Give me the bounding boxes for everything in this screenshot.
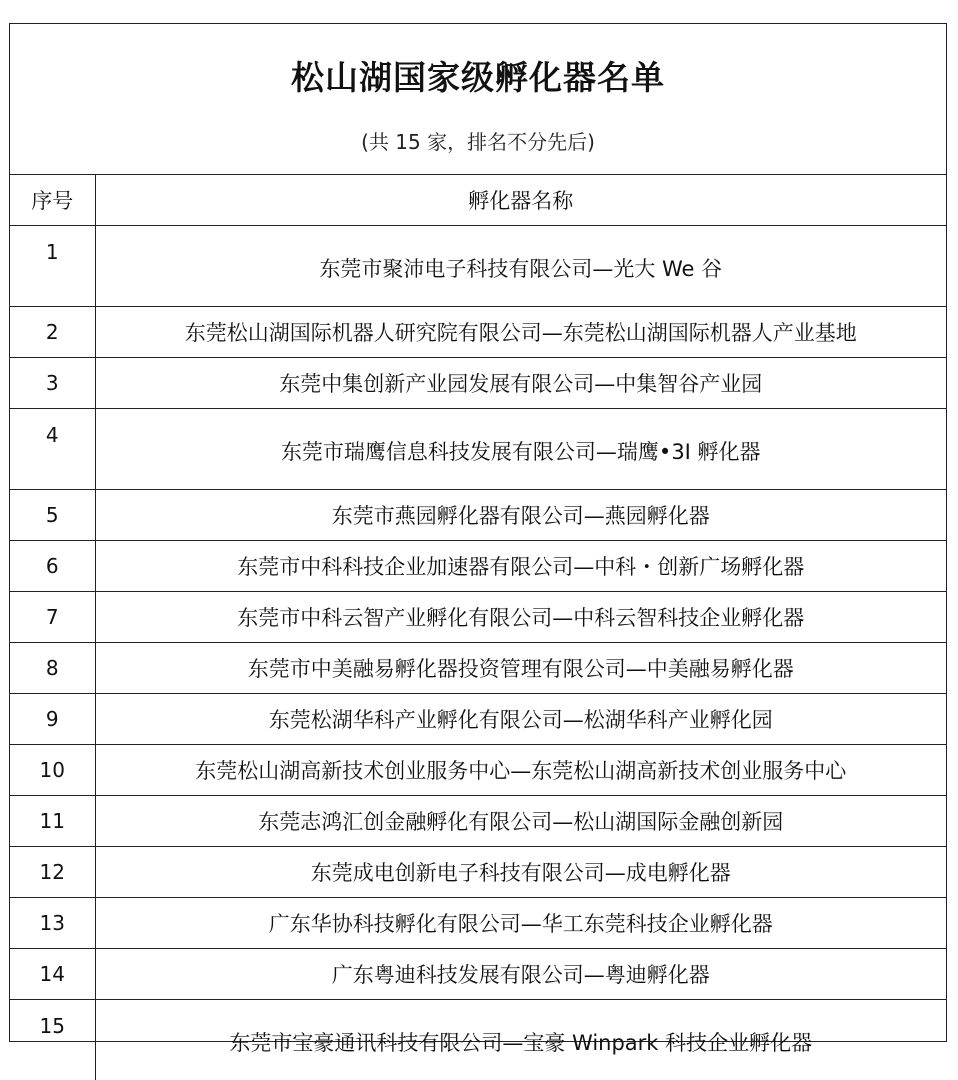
header-serial-number: 序号 [10, 175, 95, 226]
incubator-name: 东莞松山湖国际机器人研究院有限公司—东莞松山湖国际机器人产业基地 [95, 307, 946, 358]
table-row [10, 745, 946, 796]
table-row [10, 847, 946, 898]
incubator-name: 东莞志鸿汇创金融孵化有限公司—松山湖国际金融创新园 [95, 796, 946, 847]
table-row [10, 226, 946, 307]
incubator-name: 东莞市瑞鹰信息科技发展有限公司—瑞鹰•3I 孵化器 [95, 409, 946, 490]
table-row [10, 592, 946, 643]
row-number: 10 [10, 745, 95, 796]
incubator-name: 东莞市中美融易孵化器投资管理有限公司—中美融易孵化器 [95, 643, 946, 694]
incubator-name: 东莞市聚沛电子科技有限公司—光大 We 谷 [95, 226, 946, 307]
incubator-name: 东莞松山湖高新技术创业服务中心—东莞松山湖高新技术创业服务中心 [95, 745, 946, 796]
row-number: 9 [10, 694, 95, 745]
document-header [10, 24, 946, 175]
incubator-name: 东莞市中科科技企业加速器有限公司—中科・创新广场孵化器 [95, 541, 946, 592]
incubator-table [10, 175, 946, 1080]
incubator-name: 广东粤迪科技发展有限公司—粤迪孵化器 [95, 949, 946, 1000]
incubator-name: 广东华协科技孵化有限公司—华工东莞科技企业孵化器 [95, 898, 946, 949]
row-number: 5 [10, 490, 95, 541]
row-number: 1 [10, 226, 95, 307]
table-row [10, 949, 946, 1000]
row-number: 7 [10, 592, 95, 643]
incubator-name: 东莞成电创新电子科技有限公司—成电孵化器 [95, 847, 946, 898]
table-header-row [10, 175, 946, 226]
row-number: 13 [10, 898, 95, 949]
header-incubator-name: 孵化器名称 [95, 175, 946, 226]
table-row [10, 694, 946, 745]
incubator-list-document [9, 23, 947, 1042]
incubator-name: 东莞市宝豪通讯科技有限公司—宝豪 Winpark 科技企业孵化器 [95, 1000, 946, 1080]
table-row [10, 307, 946, 358]
page-subtitle: (共 15 家，排名不分先后) [10, 126, 946, 155]
row-number: 15 [10, 1000, 95, 1080]
row-number: 2 [10, 307, 95, 358]
table-row [10, 490, 946, 541]
table-row [10, 796, 946, 847]
incubator-name: 东莞松湖华科产业孵化有限公司—松湖华科产业孵化园 [95, 694, 946, 745]
incubator-name: 东莞中集创新产业园发展有限公司—中集智谷产业园 [95, 358, 946, 409]
row-number: 8 [10, 643, 95, 694]
row-number: 14 [10, 949, 95, 1000]
row-number: 11 [10, 796, 95, 847]
page-title: 松山湖国家级孵化器名单 [10, 52, 946, 99]
table-row [10, 541, 946, 592]
table-row [10, 898, 946, 949]
table-row [10, 358, 946, 409]
table-row [10, 409, 946, 490]
row-number: 6 [10, 541, 95, 592]
row-number: 12 [10, 847, 95, 898]
row-number: 4 [10, 409, 95, 490]
table-row [10, 1000, 946, 1080]
table-row [10, 643, 946, 694]
row-number: 3 [10, 358, 95, 409]
incubator-name: 东莞市燕园孵化器有限公司—燕园孵化器 [95, 490, 946, 541]
incubator-name: 东莞市中科云智产业孵化有限公司—中科云智科技企业孵化器 [95, 592, 946, 643]
